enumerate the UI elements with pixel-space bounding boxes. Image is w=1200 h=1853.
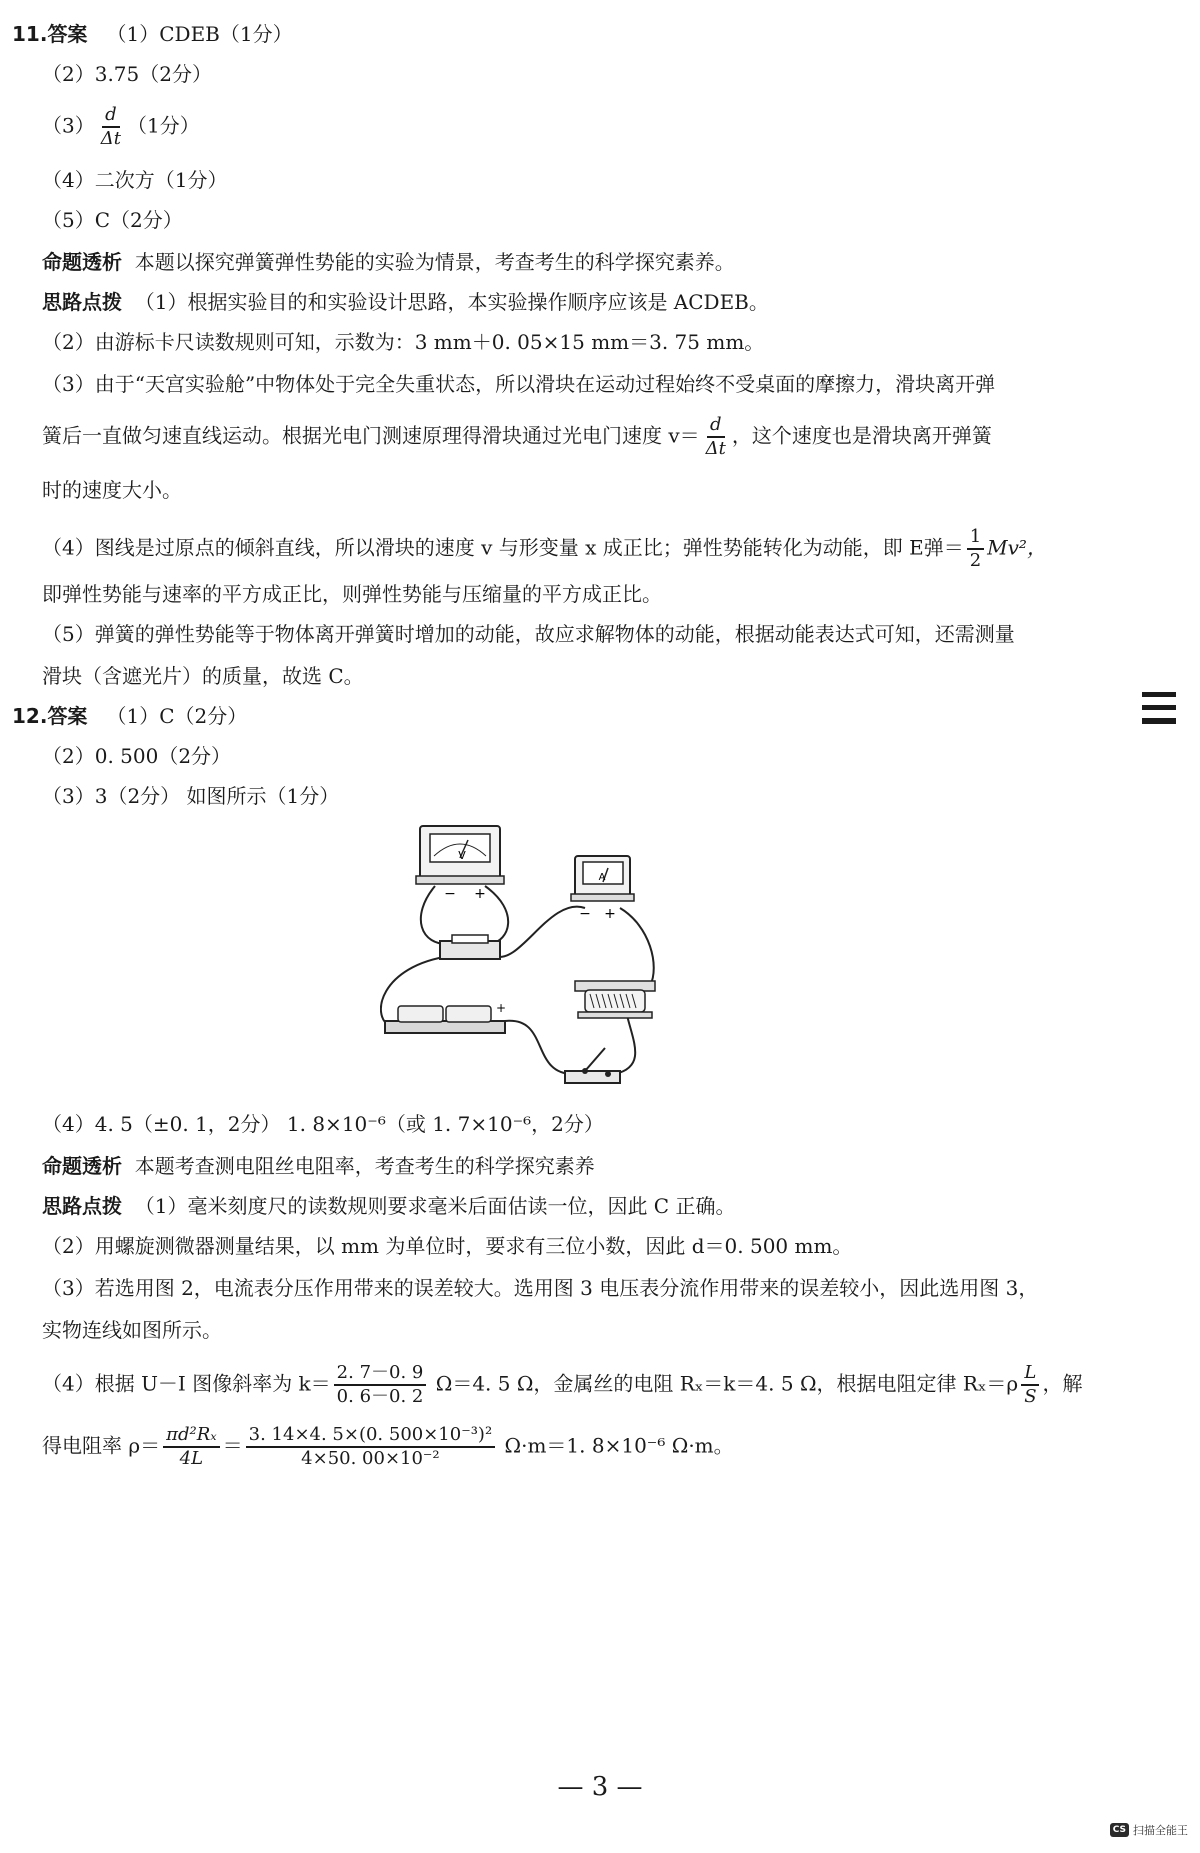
ammeter-plus: + <box>604 906 616 922</box>
fraction-denominator: S <box>1024 1386 1037 1407</box>
fraction-denominator: Δt <box>100 128 121 149</box>
fraction-denominator: 4L <box>179 1448 204 1469</box>
rheostat-icon <box>575 981 655 1018</box>
q11-answer-4: （4）二次方（1分） <box>42 168 228 192</box>
resistivity-fraction <box>163 1424 220 1470</box>
q11-answer-1: （1）CDEB（1分） <box>106 22 293 46</box>
q12-hint-1 <box>42 1192 735 1220</box>
q12-hint-3a: （3）若选用图 2，电流表分压作用带来的误差较大。选用图 3 电压表分流作用带来的误差较小，因此选用图 3， <box>42 1276 1039 1300</box>
q11-hint-1 <box>42 288 769 316</box>
analysis-label: 命题透析 <box>42 1154 122 1178</box>
q11-hint-5b: 滑块（含遮光片）的质量，故选 C。 <box>42 664 364 688</box>
hint-text: Mv²， <box>987 535 1047 560</box>
q11-answer-3-fraction <box>98 104 124 150</box>
battery-plus: + <box>495 1001 507 1015</box>
q12-answer-1: （1）C（2分） <box>106 704 248 728</box>
scanner-logo-badge: CS <box>1110 1823 1129 1837</box>
q12-hint-4 <box>42 1362 1083 1408</box>
fraction-denominator: 0. 6－0. 2 <box>336 1386 424 1407</box>
slope-fraction <box>334 1362 427 1408</box>
q11-answer-5: （5）C（2分） <box>42 208 183 232</box>
velocity-fraction <box>703 414 729 460</box>
mark-bar <box>1142 705 1176 710</box>
fraction-numerator: πd²Rₓ <box>163 1424 220 1448</box>
hint-label: 思路点拨 <box>42 1194 122 1218</box>
switch-icon <box>565 1048 620 1083</box>
wire <box>495 907 585 957</box>
q11-answer-label: 答案 <box>47 22 88 46</box>
analysis-text: 本题以探究弹簧弹性势能的实验为情景，考查考生的科学探究素养。 <box>134 250 735 274</box>
q11-hint-2: （2）由游标卡尺读数规则可知，示数为：3 mm＋0. 05×15 mm＝3. 75 mm。 <box>42 330 765 354</box>
fraction-numerator: 2. 7－0. 9 <box>334 1362 427 1386</box>
section-mark <box>1142 692 1176 732</box>
voltmeter-label: V <box>458 849 466 862</box>
fraction-denominator: 2 <box>969 550 982 571</box>
hint-label: 思路点拨 <box>42 290 122 314</box>
mark-bar <box>1142 692 1176 697</box>
fraction-numerator: 3. 14×4. 5×(0. 500×10⁻³)² <box>246 1424 496 1448</box>
analysis-text: 本题考查测电阻丝电阻率，考查考生的科学探究素养 <box>134 1154 595 1178</box>
q12-hint-2: （2）用螺旋测微器测量结果，以 mm 为单位时，要求有三位小数，因此 d＝0. 500 mm。 <box>42 1234 853 1258</box>
fraction-denominator: Δt <box>705 438 726 459</box>
q11-hint-4b: 即弹性势能与速率的平方成正比，则弹性势能与压缩量的平方成正比。 <box>42 582 662 606</box>
hint-text: Ω·m＝1. 8×10⁻⁶ Ω·m。 <box>498 1433 734 1458</box>
hint-text: 得电阻率 ρ＝ <box>42 1433 161 1458</box>
battery-icon <box>385 1001 506 1033</box>
q11-hint-3c: 时的速度大小。 <box>42 478 182 502</box>
q12-header <box>12 702 247 730</box>
hint-text: 簧后一直做匀速直线运动。根据光电门测速原理得滑块通过光电门速度 v＝ <box>42 423 700 448</box>
q11-number: 11. <box>12 22 48 46</box>
ammeter-label: A <box>598 872 606 883</box>
hint-text: （1）根据实验目的和实验设计思路，本实验操作顺序应该是 ACDEB。 <box>134 290 769 314</box>
q11-hint-3b <box>42 414 992 460</box>
voltmeter-plus: + <box>474 886 486 902</box>
q11-hint-4a <box>42 526 1047 572</box>
resistor-board-icon <box>440 935 500 959</box>
q11-hint-5a: （5）弹簧的弹性势能等于物体离开弹簧时增加的动能，故应求解物体的动能，根据动能表达式可知，还需测量 <box>42 622 1015 646</box>
ammeter-minus: − <box>579 906 591 922</box>
q11-answer-3 <box>42 104 200 150</box>
hint-text: （1）毫米刻度尺的读数规则要求毫米后面估读一位，因此 C 正确。 <box>134 1194 736 1218</box>
fraction-numerator: d <box>102 104 120 128</box>
q12-answer-2: （2）0. 500（2分） <box>42 744 232 768</box>
fraction-numerator: 1 <box>967 526 984 550</box>
fraction-numerator: L <box>1021 1362 1039 1386</box>
fraction-denominator: 4×50. 00×10⁻² <box>301 1448 440 1469</box>
q12-answer-3: （3）3（2分） 如图所示（1分） <box>42 784 340 808</box>
hint-text: （4）图线是过原点的倾斜直线，所以滑块的速度 v 与形变量 x 成正比；弹性势能转化为动能，即 E弹＝ <box>42 535 964 560</box>
circuit-diagram <box>380 816 680 1098</box>
q11-hint-3a: （3）由于“天宫实验舱”中物体处于完全失重状态，所以滑块在运动过程始终不受桌面的摩擦力，滑块离开弹 <box>42 372 996 396</box>
hint-text: ＝ <box>222 1433 243 1458</box>
hint-text: ，解 <box>1042 1371 1083 1396</box>
voltmeter-minus: − <box>444 886 456 902</box>
q12-number: 12. <box>12 704 48 728</box>
wire <box>505 1021 575 1074</box>
q12-answer-label: 答案 <box>47 704 88 728</box>
resistivity-value-fraction <box>246 1424 496 1470</box>
q12-hint-3b: 实物连线如图所示。 <box>42 1318 222 1342</box>
q12-hint-5 <box>42 1424 734 1470</box>
q11-analysis <box>42 248 735 276</box>
mark-bar <box>1142 718 1176 724</box>
hint-text: （4）根据 U－I 图像斜率为 k＝ <box>42 1371 331 1396</box>
half-fraction <box>967 526 984 572</box>
fraction-numerator: d <box>707 414 725 438</box>
q11-answer-3-suffix: （1分） <box>126 113 200 138</box>
analysis-label: 命题透析 <box>42 250 122 274</box>
scanner-logo-text: 扫描全能王 <box>1133 1824 1188 1837</box>
q12-analysis <box>42 1152 595 1180</box>
hint-text: Ω＝4. 5 Ω，金属丝的电阻 Rₓ＝k＝4. 5 Ω，根据电阻定律 Rₓ＝ρ <box>429 1371 1019 1396</box>
q11-answer-2: （2）3.75（2分） <box>42 62 212 86</box>
wire <box>620 908 654 986</box>
scanner-logo <box>1110 1822 1188 1838</box>
length-area-fraction <box>1021 1362 1039 1408</box>
q11-answer-3-prefix: （3） <box>42 113 95 138</box>
q12-answer-4: （4）4. 5（±0. 1，2分） 1. 8×10⁻⁶（或 1. 7×10⁻⁶，2分） <box>42 1112 604 1136</box>
hint-text: ，这个速度也是滑块离开弹簧 <box>731 423 992 448</box>
page-number: — 3 — <box>557 1772 643 1802</box>
q11-header <box>12 20 293 48</box>
